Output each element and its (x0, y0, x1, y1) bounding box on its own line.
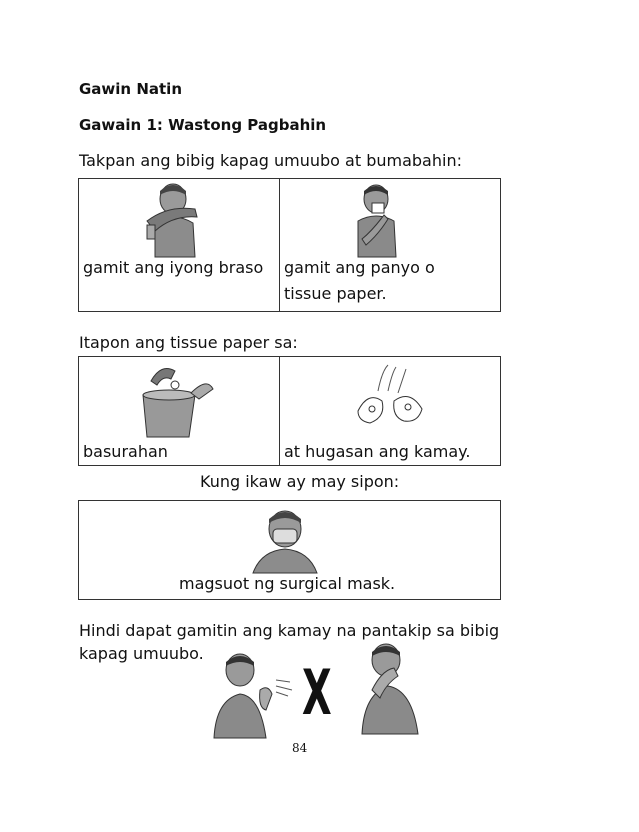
child-wearing-mask-image (245, 505, 325, 575)
cell-trash-bin (79, 357, 280, 466)
surgical-mask-table (78, 500, 501, 600)
cell-arm (79, 179, 280, 312)
child-with-handkerchief-image (348, 181, 408, 259)
child-coughing-into-hand-image (206, 650, 296, 740)
trash-bin-image (137, 359, 219, 441)
cell-surgical-mask (79, 501, 501, 600)
tissue-disposal-table (78, 356, 501, 466)
activity-title: Gawain 1: Wastong Pagbahin (79, 116, 327, 134)
instruction-no-hands-line2: kapag umuubo. (79, 644, 204, 663)
surgical-mask-label: magsuot ng surgical mask. (179, 574, 396, 593)
page-number: 84 (292, 741, 308, 755)
washing-hands-image (348, 361, 432, 431)
incorrect-x-mark: X (302, 656, 331, 729)
arm-label: gamit ang iyong braso (83, 258, 264, 277)
child-sneezing-into-arm-image (143, 181, 213, 259)
section-heading: Gawin Natin (79, 80, 183, 98)
instruction-no-hands-line1: Hindi dapat gamitin ang kamay na pantakip sa bibig (79, 621, 500, 640)
handkerchief-label-line1: gamit ang panyo o (284, 258, 435, 277)
cell-wash-hands (280, 357, 501, 466)
wash-hands-label: at hugasan ang kamay. (284, 442, 471, 461)
handkerchief-label-line2: tissue paper. (284, 284, 387, 303)
trash-bin-label: basurahan (83, 442, 168, 461)
cover-mouth-table (78, 178, 501, 312)
instruction-colds: Kung ikaw ay may sipon: (200, 472, 400, 491)
instruction-throw-tissue: Itapon ang tissue paper sa: (79, 333, 298, 352)
child-covering-mouth-with-hand-image (352, 640, 432, 736)
instruction-cover-mouth: Takpan ang bibig kapag umuubo at bumabahin: (79, 151, 462, 170)
cell-handkerchief (280, 179, 501, 312)
